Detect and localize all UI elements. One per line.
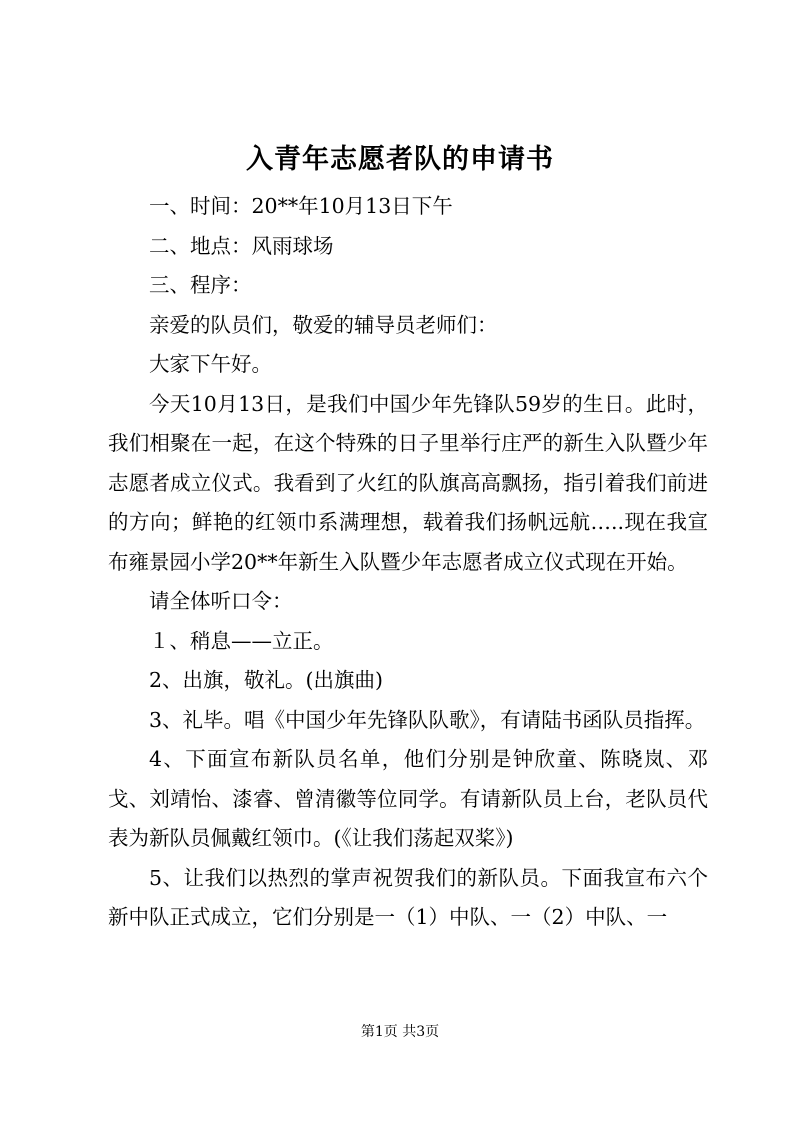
paragraph-location: 二、地点：风雨球场 xyxy=(149,233,334,258)
paragraph-greeting: 大家下午好。 xyxy=(149,352,272,376)
paragraph-opening: 今天10月13日，是我们中国少年先锋队59岁的生日。此时，我们相聚在一起，在这个特殊的日子里举行庄严的新生入队暨少年志愿者成立仪式。我看到了火红的队旗高高飘扬，指引着我们前进的方向；鲜艳的红领巾系满理想，载着我们扬帆远航…..现在我宣布雍景园小学20**年新生入队暨少年志愿者成立仪式现在开始。 xyxy=(108,391,708,574)
paragraph-step-4: 4、下面宣布新队员名单，他们分别是钟欣童、陈晓岚、邓戈、刘靖怡、漆睿、曾清徽等位同学。有请新队员上台，老队员代表为新队员佩戴红领巾。(《让我们荡起双桨》) xyxy=(108,747,708,850)
page-footer: 第1页 共3页 xyxy=(360,1024,440,1040)
paragraph-step-1: １、稍息——立正。 xyxy=(149,628,334,653)
paragraph-step-3: 3、礼毕。唱《中国少年先锋队队歌》，有请陆书函队员指挥。 xyxy=(149,707,706,732)
paragraph-step-2: 2、出旗，敬礼。(出旗曲) xyxy=(149,668,384,692)
document-title: 入青年志愿者队的申请书 xyxy=(246,144,554,175)
paragraph-salutation: 亲爱的队员们，敬爱的辅导员老师们： xyxy=(149,312,498,337)
paragraph-command: 请全体听口令： xyxy=(149,589,293,613)
paragraph-procedure: 三、程序： xyxy=(149,273,252,297)
paragraph-step-5: 5、让我们以热烈的掌声祝贺我们的新队员。下面我宣布六个新中队正式成立，它们分别是一（1）中队、一（2）中队、一 xyxy=(108,865,708,929)
paragraph-time: 一、时间：20**年10月13日下午 xyxy=(149,194,453,218)
document-body xyxy=(108,187,708,938)
